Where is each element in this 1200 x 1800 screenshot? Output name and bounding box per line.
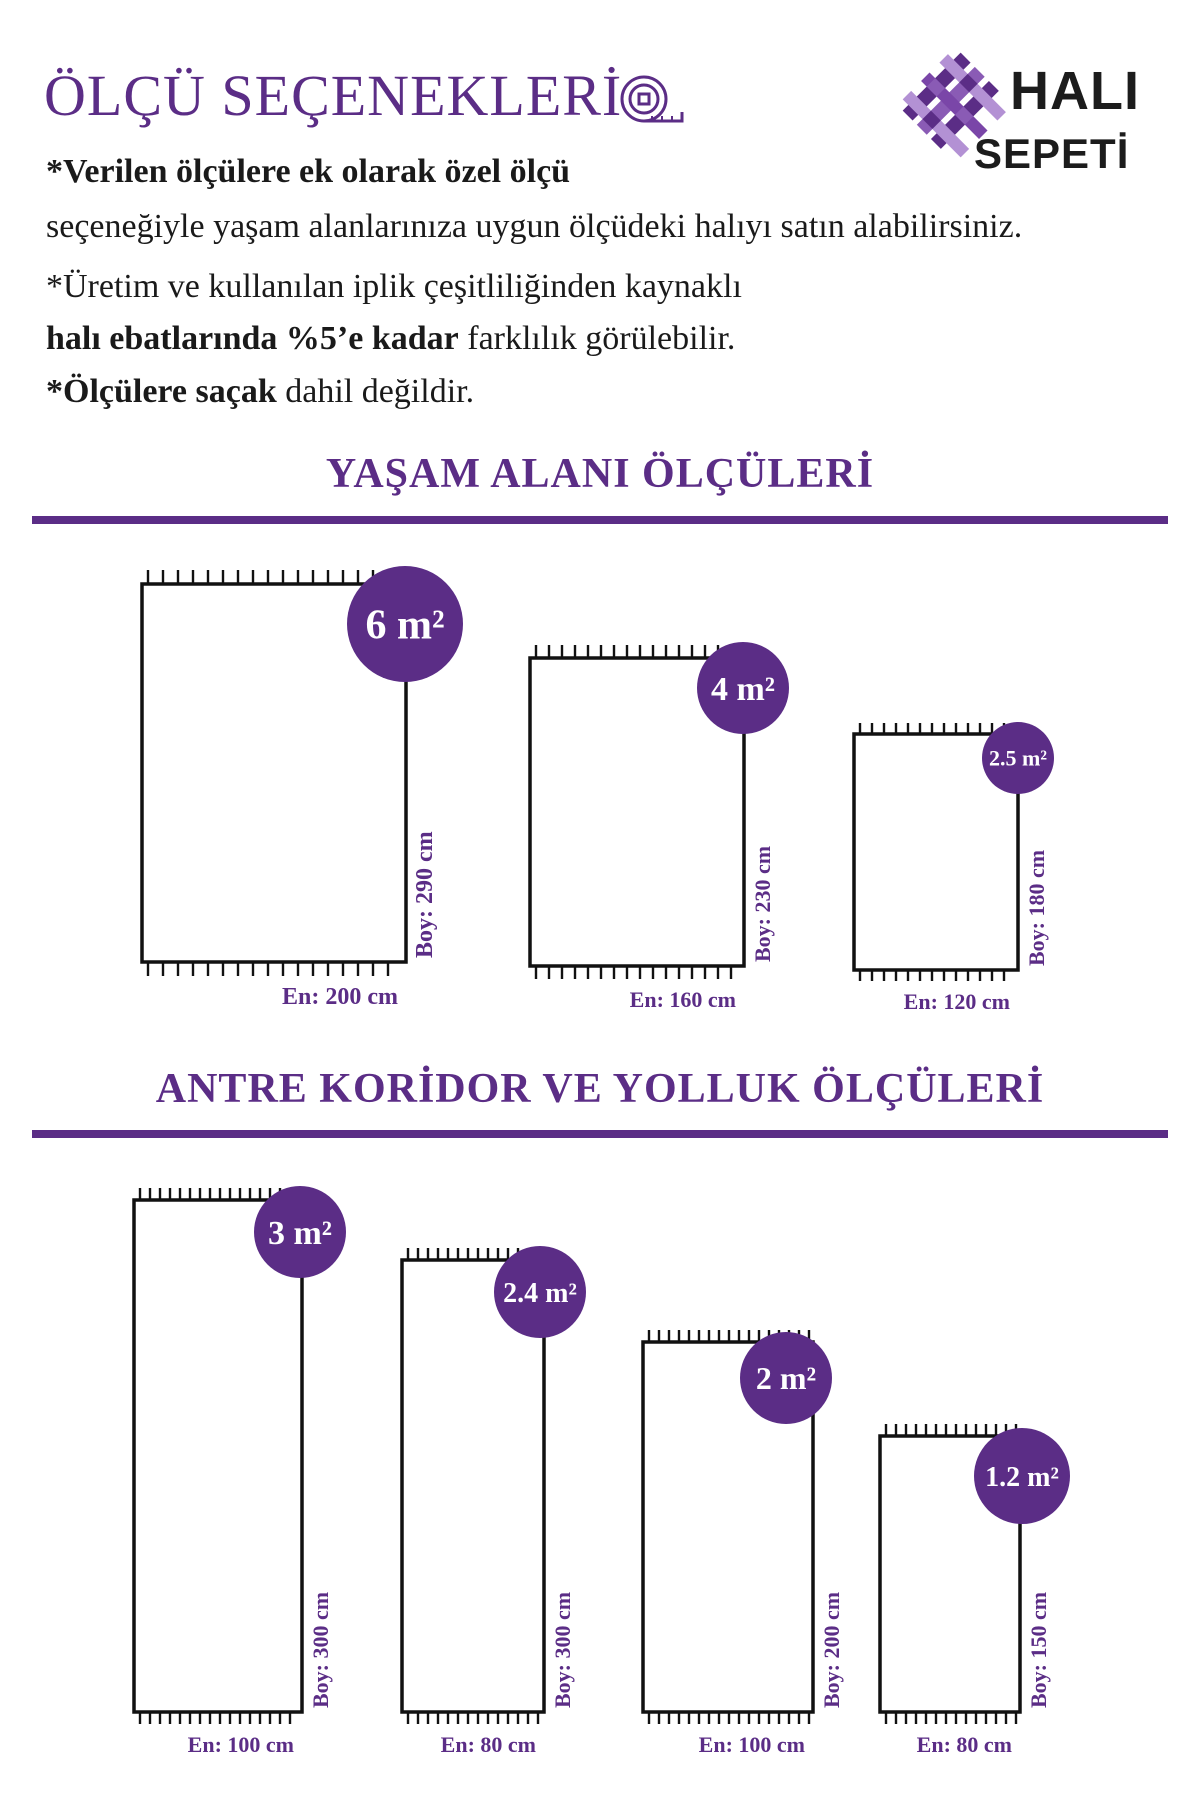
width-label: En: 100 cm bbox=[698, 1732, 805, 1757]
rug-0-1 bbox=[530, 642, 789, 1012]
section-title-living: YAŞAM ALANI ÖLÇÜLERİ bbox=[325, 451, 875, 497]
length-label: Boy: 300 cm bbox=[308, 1591, 333, 1708]
area-label: 4 m² bbox=[710, 670, 776, 708]
note-line-5-rest: dahil değildir. bbox=[276, 373, 475, 410]
note-line-4-rest: farklılık görülebilir. bbox=[458, 320, 736, 357]
rug-1-3 bbox=[880, 1424, 1070, 1757]
length-label: Boy: 150 cm bbox=[1026, 1591, 1051, 1708]
note-line-1: *Verilen ölçülere ek olarak özel ölçü bbox=[46, 153, 571, 190]
length-label: Boy: 230 cm bbox=[750, 845, 775, 962]
area-label: 2.4 m² bbox=[503, 1277, 577, 1309]
width-label: En: 160 cm bbox=[629, 987, 736, 1012]
note-line-4-bold: halı ebatlarında %5’e kadar bbox=[46, 320, 459, 357]
area-label: 3 m² bbox=[267, 1214, 333, 1252]
area-label: 2.5 m² bbox=[989, 745, 1047, 771]
rug-1-2 bbox=[643, 1330, 844, 1757]
brand-name-line1: HALI bbox=[1010, 61, 1140, 121]
width-label: En: 80 cm bbox=[440, 1732, 536, 1757]
area-label: 1.2 m² bbox=[985, 1461, 1059, 1493]
width-label: En: 120 cm bbox=[903, 989, 1010, 1014]
length-label: Boy: 200 cm bbox=[819, 1591, 844, 1708]
page-title: ÖLÇÜ SEÇENEKLERİ bbox=[44, 63, 623, 128]
width-label: En: 200 cm bbox=[282, 984, 398, 1010]
rug-1-1 bbox=[402, 1246, 586, 1757]
length-label: Boy: 300 cm bbox=[550, 1591, 575, 1708]
width-label: En: 80 cm bbox=[916, 1732, 1012, 1757]
brand-name-line2: SEPETİ bbox=[974, 130, 1130, 177]
note-line-3: *Üretim ve kullanılan iplik çeşitliliğinden kaynaklı bbox=[46, 268, 742, 305]
rug-0-0 bbox=[142, 566, 463, 1010]
section-title-corridor: ANTRE KORİDOR VE YOLLUK ÖLÇÜLERİ bbox=[155, 1066, 1045, 1112]
note-line-2: seçeneğiyle yaşam alanlarınıza uygun ölçüdeki halıyı satın alabilirsiniz. bbox=[46, 208, 1023, 245]
length-label: Boy: 180 cm bbox=[1024, 849, 1049, 966]
note-line-5-bold: *Ölçülere saçak bbox=[46, 373, 277, 410]
length-label: Boy: 290 cm bbox=[412, 831, 438, 958]
area-label: 6 m² bbox=[365, 602, 445, 649]
area-label: 2 m² bbox=[755, 1360, 817, 1397]
rug-1-0 bbox=[134, 1186, 346, 1757]
rug-0-2 bbox=[854, 722, 1054, 1014]
width-label: En: 100 cm bbox=[187, 1732, 294, 1757]
rug-outline bbox=[134, 1200, 302, 1712]
